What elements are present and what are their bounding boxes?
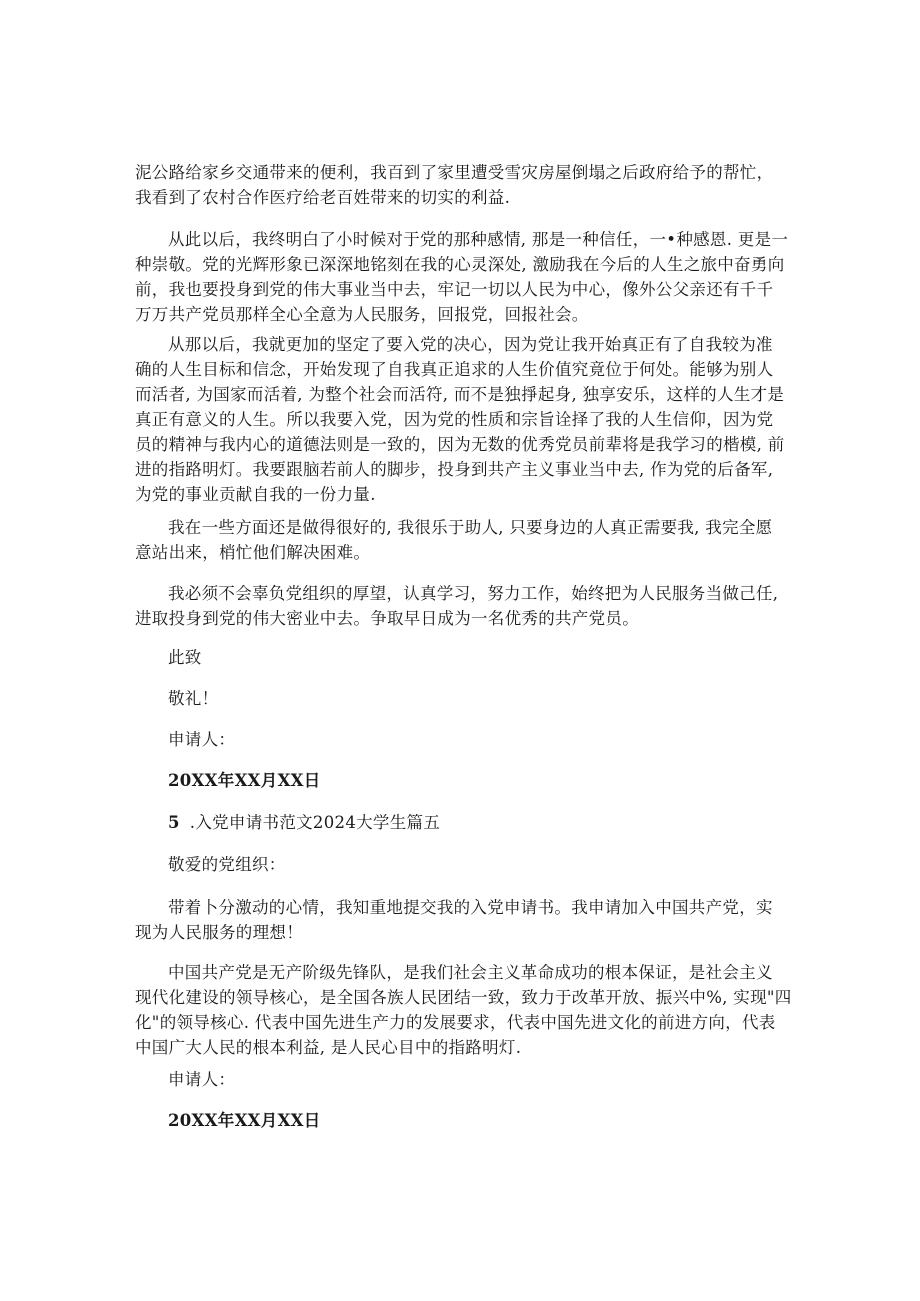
paragraph-line: 进的指路明灯。我要跟脑若前人的脚步，投身到共产主义事业当中去, 作为党的后备军, xyxy=(135,460,774,479)
paragraph-line: 万万共产党员那样全心全意为人民服务，回报党，回报社会。 xyxy=(135,305,589,324)
paragraph-line: 为党的事业贡献自我的一份力量. xyxy=(135,485,376,504)
paragraph-line: 泥公路给家乡交通带来的便利，我百到了家里遭受雪灾房屋倒塌之后政府给予的帮忙， xyxy=(135,163,774,182)
salutation: 敬爱的党组织： xyxy=(168,855,286,874)
paragraph-5 xyxy=(135,581,795,631)
paragraph-line: 化"的领导核心. 代表中国先进生产力的发展要求，代表中国先进文化的前进方向，代表 xyxy=(135,1013,776,1032)
paragraph-line: 员的精神与我内心的道德法则是一致的，因为无数的优秀党员前辈将是我学习的楷模, 前 xyxy=(135,435,785,454)
paragraph-line: 前，我也要投身到党的伟大事业当中去，牢记一切以人民为中心，像外公父亲还有千千 xyxy=(135,280,774,299)
paragraph-line: 从此以后，我终明白了小时候对于党的那种感情, 那是一种信任，一•种感恩. 更是一 xyxy=(168,230,789,249)
paragraph-line: 确的人生目标和信念，开始发现了自我真正追求的人生价值究竟位于何处。能够为别人 xyxy=(135,360,774,379)
closing-salute: 敬礼！ xyxy=(168,689,219,708)
paragraph-line: 而活者, 为国家而活着, 为整个社会而活符, 而不是独掙起身, 独享安乐，这样的人生才是 xyxy=(135,385,785,404)
paragraph-line: 我在一些方面还是做得很好的, 我很乐于助人, 只要身边的人真正需要我, 我完全愿 xyxy=(168,518,773,537)
paragraph-line: 我看到了农村合作医疗给老百姓带来的切实的利益. xyxy=(135,188,511,207)
paragraph-line: 中国共产党是无产阶级先锋队，是我们社会主义革命成功的根本保证，是社会主义 xyxy=(168,963,773,982)
paragraph-line: 我必须不会辜负党组织的厚望，认真学习，努力工作，始终把为人民服务当做己任, xyxy=(168,584,779,603)
section-number: 5 xyxy=(168,813,180,832)
paragraph-line: 真正有意义的人生。所以我要入党，因为党的性质和宗旨诠择了我的人生信仰，因为党 xyxy=(135,410,774,429)
paragraph-line: 进取投身到党的伟大密业中去。争取早日成为一名优秀的共产党员。 xyxy=(135,609,639,628)
paragraph-line: 从那以后，我就更加的坚定了要入党的决心，因为党让我开始真正有了自我较为准 xyxy=(168,335,773,354)
paragraph-line: 中国广大人民的根本利益, 是人民心目中的指路明灯. xyxy=(135,1038,522,1057)
paragraph-line: 种崇敬。党的光辉形象已深深地铭刻在我的心灵深处, 激励我在今后的人生之旅中奋勇向 xyxy=(135,255,785,274)
section-title: .入党申请书范文2024大学生篇五 xyxy=(189,813,441,832)
paragraph-6 xyxy=(135,895,795,945)
paragraph-line: 现代化建设的领导核心，是全国各族人民团结一致，致力于改革开放、振兴中%, 实现"四 xyxy=(135,988,792,1007)
paragraph-2 xyxy=(135,227,795,327)
paragraph-4 xyxy=(135,515,795,565)
paragraph-line: 现为人民服务的理想！ xyxy=(135,923,303,942)
applicant-label: 申请人： xyxy=(168,730,236,749)
applicant-label-2: 申请人： xyxy=(168,1070,236,1089)
date-line: 20XX年XX月XX日 xyxy=(168,771,321,790)
paragraph-1 xyxy=(135,160,795,210)
paragraph-7 xyxy=(135,960,795,1060)
paragraph-3 xyxy=(135,332,795,507)
paragraph-line: 意站出来，梢忙他们解决困难。 xyxy=(135,543,371,562)
section-heading xyxy=(135,810,795,835)
closing-phrase: 此致 xyxy=(168,648,202,667)
paragraph-line: 带着卜分激动的心情，我知重地提交我的入党申请书。我申请加入中国共产党，实 xyxy=(168,898,773,917)
date-line-2: 20XX年XX月XX日 xyxy=(168,1111,321,1130)
